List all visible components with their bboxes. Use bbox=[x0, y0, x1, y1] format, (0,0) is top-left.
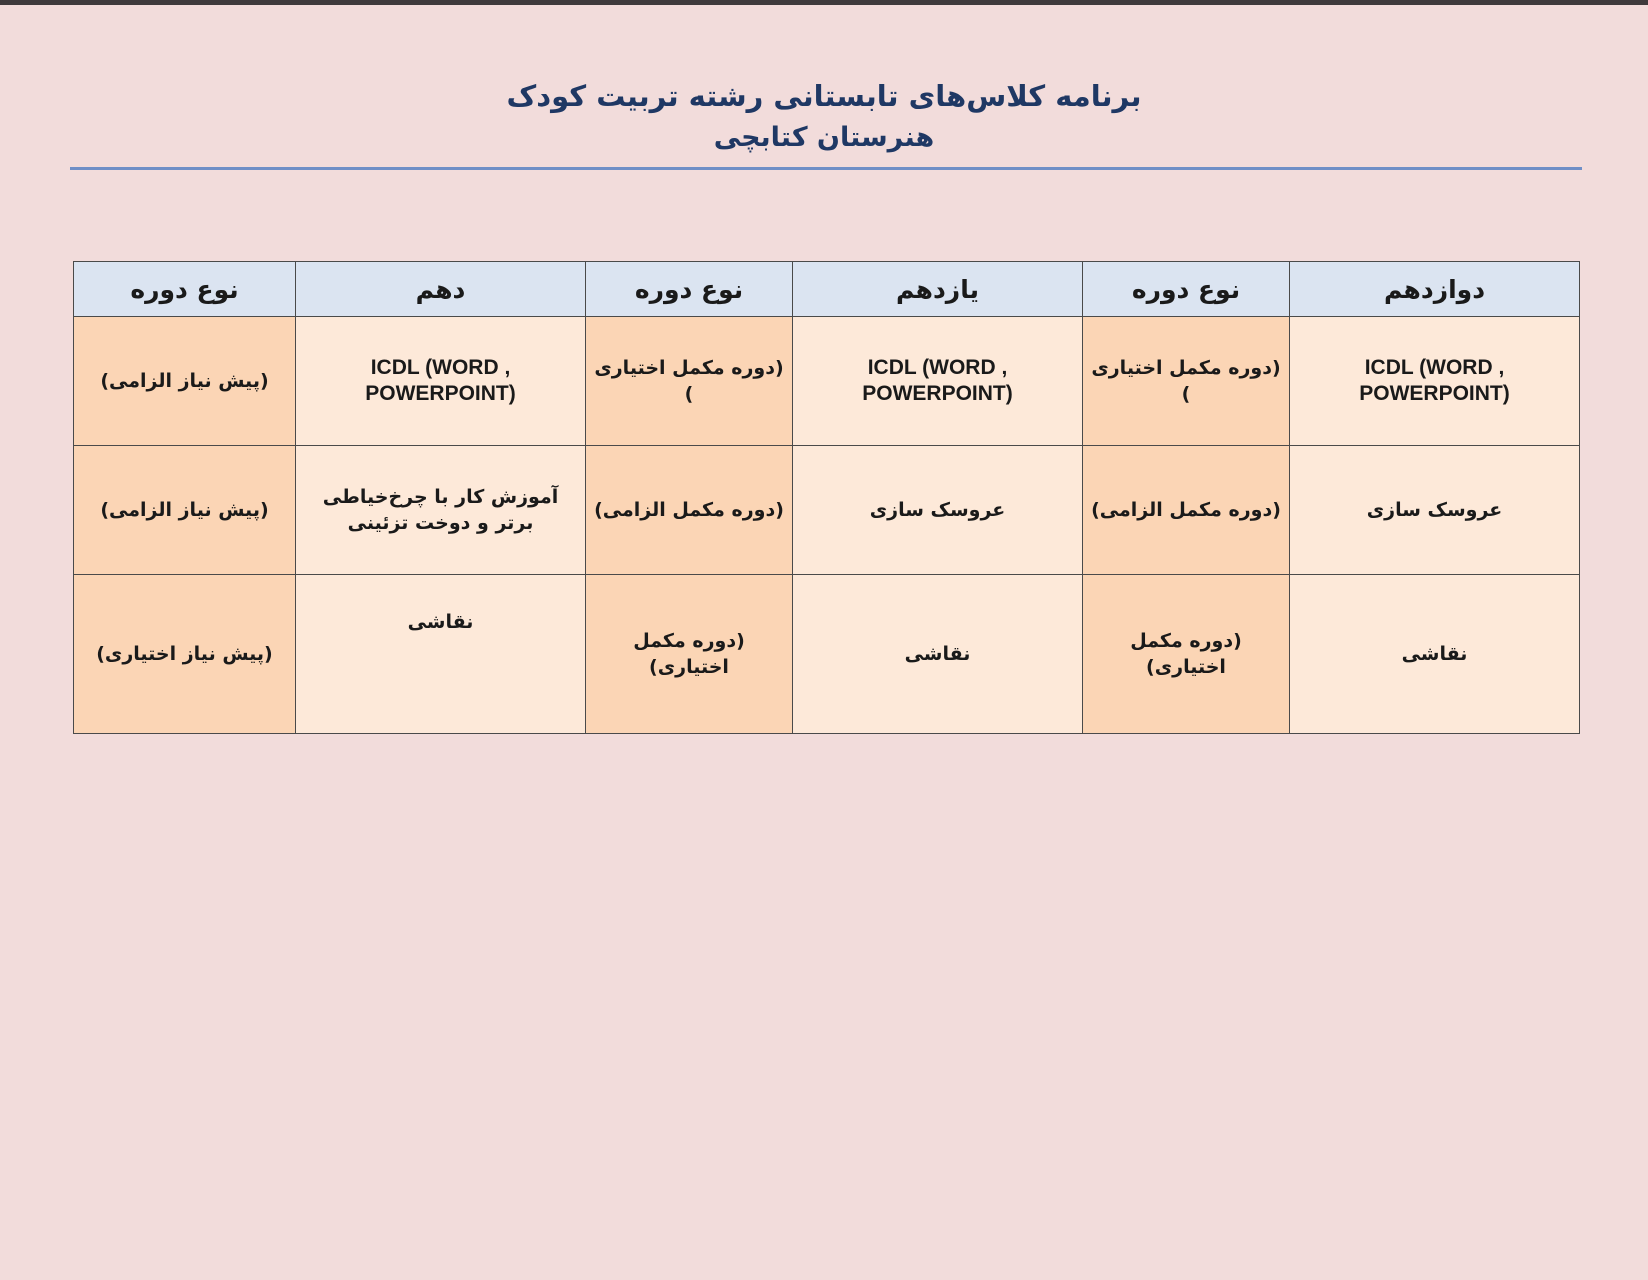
column-header: دوازدهم bbox=[1290, 262, 1580, 317]
table-cell bbox=[296, 317, 586, 446]
table-cell: عروسک سازی bbox=[1290, 446, 1580, 575]
table-cell bbox=[1290, 317, 1580, 446]
table-header-row bbox=[74, 262, 1580, 317]
table-cell: آموزش کار با چرخ‌خیاطی برتر و دوخت تزئینی bbox=[296, 446, 586, 575]
table-cell: (پیش نیاز الزامی) bbox=[74, 446, 296, 575]
column-header: نوع دوره bbox=[74, 262, 296, 317]
title-divider bbox=[70, 167, 1582, 170]
table-cell: (دوره مکمل الزامی) bbox=[586, 446, 793, 575]
table-cell: (دوره مکمل اختیاری ) bbox=[586, 317, 793, 446]
cell-text: ICDL (WORD , POWERPOINT) bbox=[1359, 356, 1510, 405]
column-header: دهم bbox=[296, 262, 586, 317]
table-cell: (پیش نیاز اختیاری) bbox=[74, 575, 296, 734]
schedule-table bbox=[73, 261, 1580, 734]
document-title: برنامه کلاس‌های تابستانی رشته تربیت کودک bbox=[506, 79, 1142, 113]
table-cell: (پیش نیاز الزامی) bbox=[74, 317, 296, 446]
table-cell: عروسک سازی bbox=[793, 446, 1083, 575]
cell-text: ICDL (WORD , POWERPOINT) bbox=[365, 356, 516, 405]
table-cell: (دوره مکمل اختیاری) bbox=[586, 575, 793, 734]
table-row bbox=[74, 446, 1580, 575]
column-header: یازدهم bbox=[793, 262, 1083, 317]
table-row bbox=[74, 575, 1580, 734]
table-cell: نقاشی bbox=[296, 575, 586, 734]
top-border bbox=[0, 0, 1648, 5]
table-cell: نقاشی bbox=[1290, 575, 1580, 734]
table-cell: (دوره مکمل الزامی) bbox=[1083, 446, 1290, 575]
column-header: نوع دوره bbox=[1083, 262, 1290, 317]
cell-text: ICDL (WORD , POWERPOINT) bbox=[862, 356, 1013, 405]
document-subtitle: هنرستان کتابچی bbox=[713, 122, 935, 153]
table-cell: نقاشی bbox=[793, 575, 1083, 734]
table-row bbox=[74, 317, 1580, 446]
table-cell: (دوره مکمل اختیاری) bbox=[1083, 575, 1290, 734]
column-header: نوع دوره bbox=[586, 262, 793, 317]
table-cell bbox=[793, 317, 1083, 446]
table-cell: (دوره مکمل اختیاری ) bbox=[1083, 317, 1290, 446]
